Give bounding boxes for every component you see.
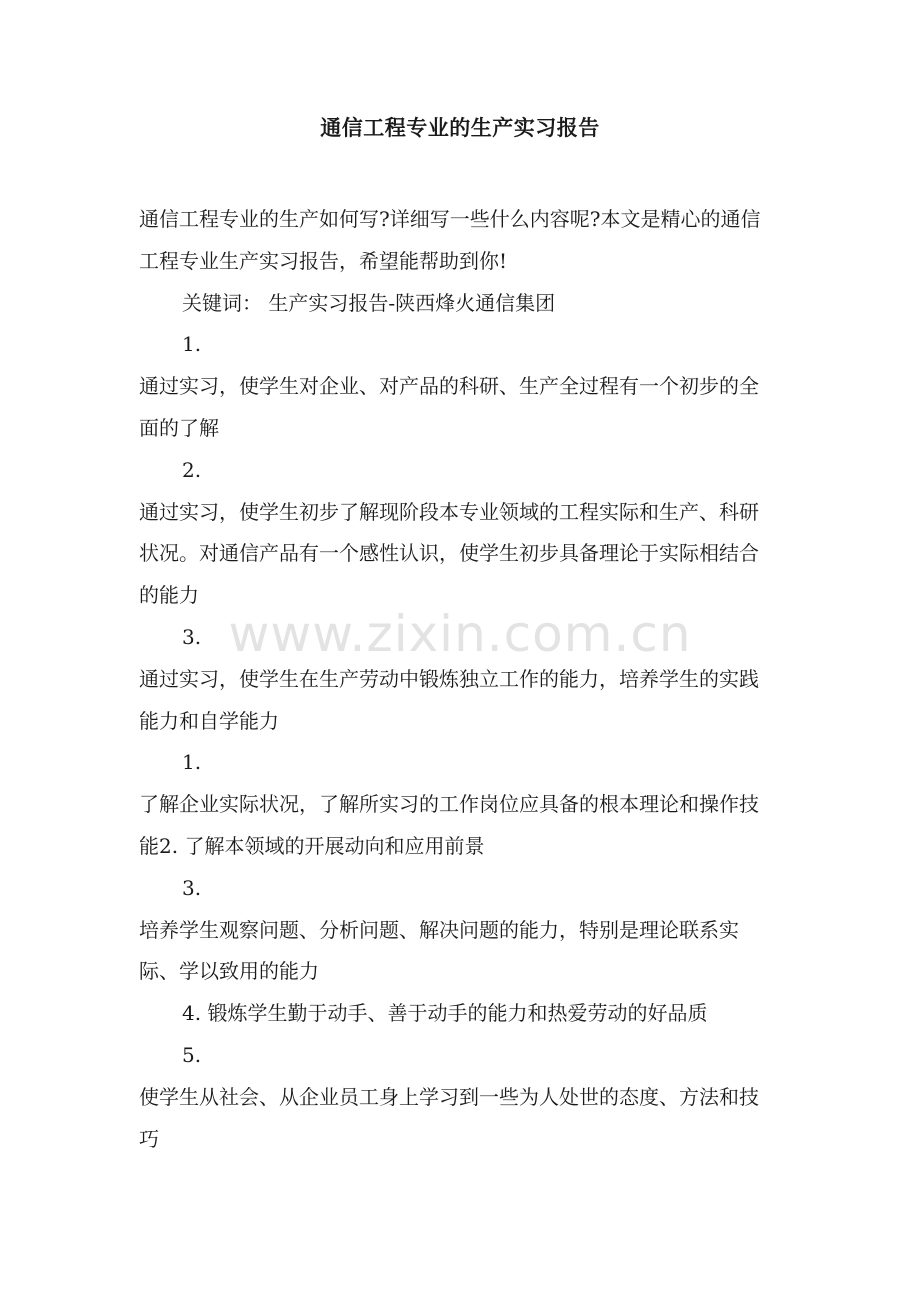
- document-title: 通信工程专业的生产实习报告: [320, 115, 600, 140]
- list-number: 2.: [182, 457, 202, 482]
- keywords-line: 关键词： 生产实习报告-陕西烽火通信集团: [182, 290, 556, 315]
- list-item: 4. 锻炼学生勤于动手、善于动手的能力和热爱劳动的好品质: [182, 1001, 708, 1026]
- list-number: 1.: [182, 750, 202, 775]
- paragraph: 通信工程专业的生产如何写?详细写一些什么内容呢?本文是精心的通信工程专业生产实习报告，希望能帮助到你!: [139, 207, 761, 273]
- paragraph: 通过实习，使学生在生产劳动中锻炼独立工作的能力，培养学生的实践能力和自学能力: [139, 666, 759, 733]
- document-body: [139, 199, 771, 1160]
- paragraph: 通过实习，使学生初步了解现阶段本专业领域的工程实际和生产、科研状况。对通信产品有一个感性认识，使学生初步具备理论于实际相结合的能力: [139, 499, 759, 608]
- list-number: 5.: [182, 1042, 202, 1067]
- paragraph: 使学生从社会、从企业员工身上学习到一些为人处世的态度、方法和技巧: [139, 1084, 759, 1151]
- paragraph: 培养学生观察问题、分析问题、解决问题的能力，特别是理论联系实际、学以致用的能力: [139, 917, 739, 984]
- paragraph: 了解企业实际状况，了解所实习的工作岗位应具备的根本理论和操作技能2. 了解本领域的开展动向和应用前景: [139, 792, 759, 858]
- list-number: 3.: [182, 875, 202, 900]
- watermark: www.zixin.com.cn: [228, 605, 692, 663]
- list-number: 3.: [182, 624, 202, 649]
- list-number: 1.: [182, 332, 202, 357]
- paragraph: 通过实习，使学生对企业、对产品的科研、生产全过程有一个初步的全面的了解: [139, 374, 759, 440]
